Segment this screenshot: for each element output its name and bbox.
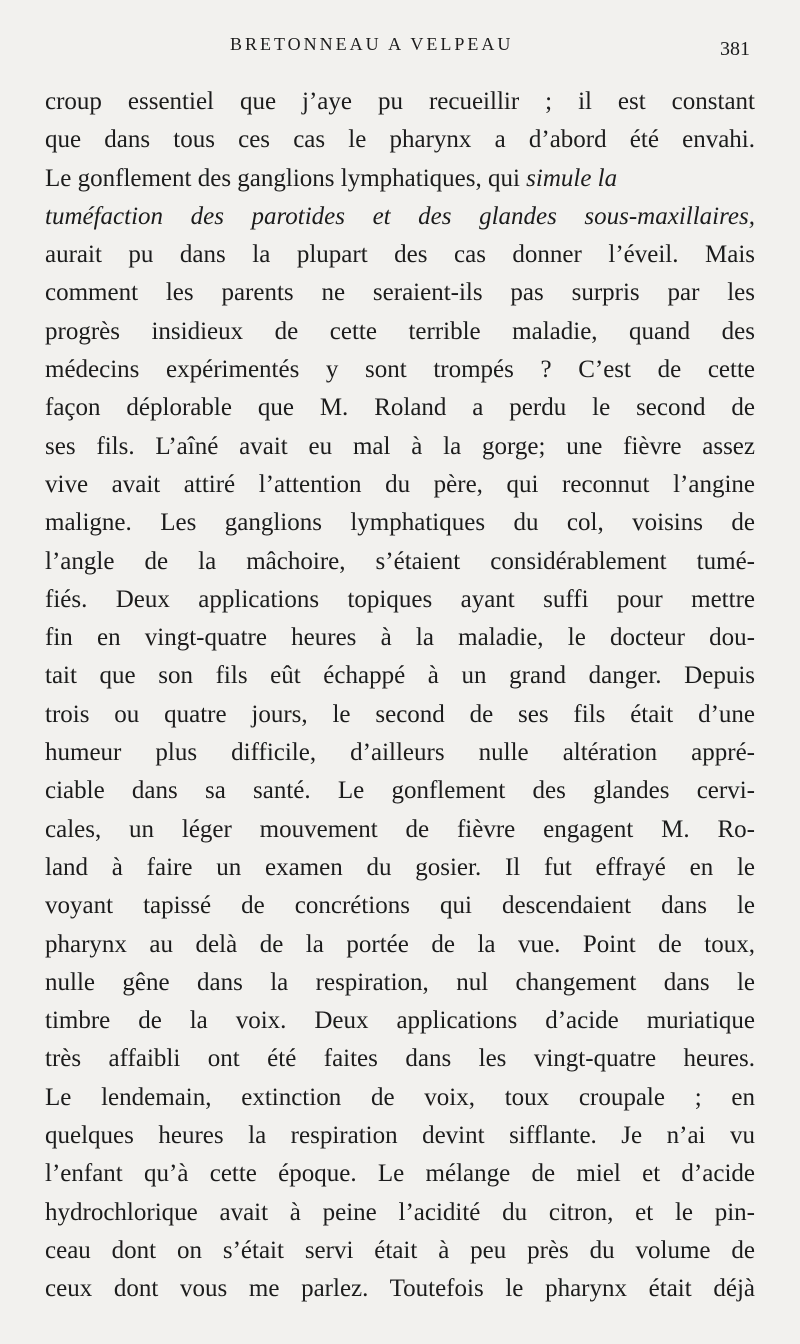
italic-phrase: simule la [526,164,618,192]
text-line: vive avait attiré l’attention du père, qui reconnut l’angine [45,470,755,498]
text-line: progrès insidieux de cette terrible maladie, quand des [45,317,755,345]
text-line: timbre de la voix. Deux applications d’acide muriatique [45,1007,755,1035]
text-line: fin en vingt-quatre heures à la maladie, le docteur dou- [45,624,755,652]
text-line: Le gonflement des ganglions lymphatiques, qui simule la [45,164,618,192]
text-line: ciable dans sa santé. Le gonflement des glandes cervi- [45,777,755,805]
text-line: hydrochlorique avait à peine l’acidité du citron, et le pin- [45,1198,755,1226]
text-line: Le lendemain, extinction de voix, toux croupale ; en [45,1083,755,1111]
text-line: nulle gêne dans la respiration, nul changement dans le [45,968,755,996]
text-line: ses fils. L’aîné avait eu mal à la gorge; une fièvre assez [45,432,755,460]
text-line: humeur plus difficile, d’ailleurs nulle altération appré- [45,739,755,767]
text-line: quelques heures la respiration devint sifflante. Je n’ai vu [45,1122,755,1150]
text-line: voyant tapissé de concrétions qui descendaient dans le [45,892,755,920]
text-line: land à faire un examen du gosier. Il fut effrayé en le [45,853,755,881]
text-line: tait que son fils eût échappé à un grand danger. Depuis [45,662,755,690]
text-line [45,198,755,236]
text-line: ceux dont vous me parlez. Toutefois le pharynx était déjà [45,1275,755,1303]
italic-phrase: tuméfaction des parotides et des glandes sous-maxillaires, [45,202,755,230]
text-line: pharynx au delà de la portée de la vue. Point de toux, [45,930,755,958]
body-paragraph [45,83,755,1309]
text-line: cales, un léger mouvement de fièvre engagent M. Ro- [45,815,755,843]
text-line: façon déplorable que M. Roland a perdu le second de [45,394,755,422]
text-line: médecins expérimentés y sont trompés ? C’est de cette [45,356,755,384]
text-line: trois ou quatre jours, le second de ses fils était d’une [45,700,755,728]
text-line: très affaibli ont été faites dans les vingt-quatre heures. [45,1045,755,1073]
text-line: aurait pu dans la plupart des cas donner l’éveil. Mais [45,241,755,269]
text-line: l’angle de la mâchoire, s’étaient considérablement tumé- [45,547,755,575]
running-title: BRETONNEAU A VELPEAU [230,34,514,54]
text-line: que dans tous ces cas le pharynx a d’abord été envahi. [45,126,755,154]
text-line: l’enfant qu’à cette époque. Le mélange de miel et d’acide [45,1160,755,1188]
text-line: maligne. Les ganglions lymphatiques du col, voisins de [45,509,755,537]
text-line: croup essentiel que j’aye pu recueillir ; il est constant [45,88,755,115]
page-number: 381 [720,38,750,60]
text-line: fiés. Deux applications topiques ayant suffi pour mettre [45,585,755,613]
text-line: ceau dont on s’était servi était à peu près du volume de [45,1236,755,1264]
text-line: comment les parents ne seraient-ils pas surpris par les [45,279,755,307]
